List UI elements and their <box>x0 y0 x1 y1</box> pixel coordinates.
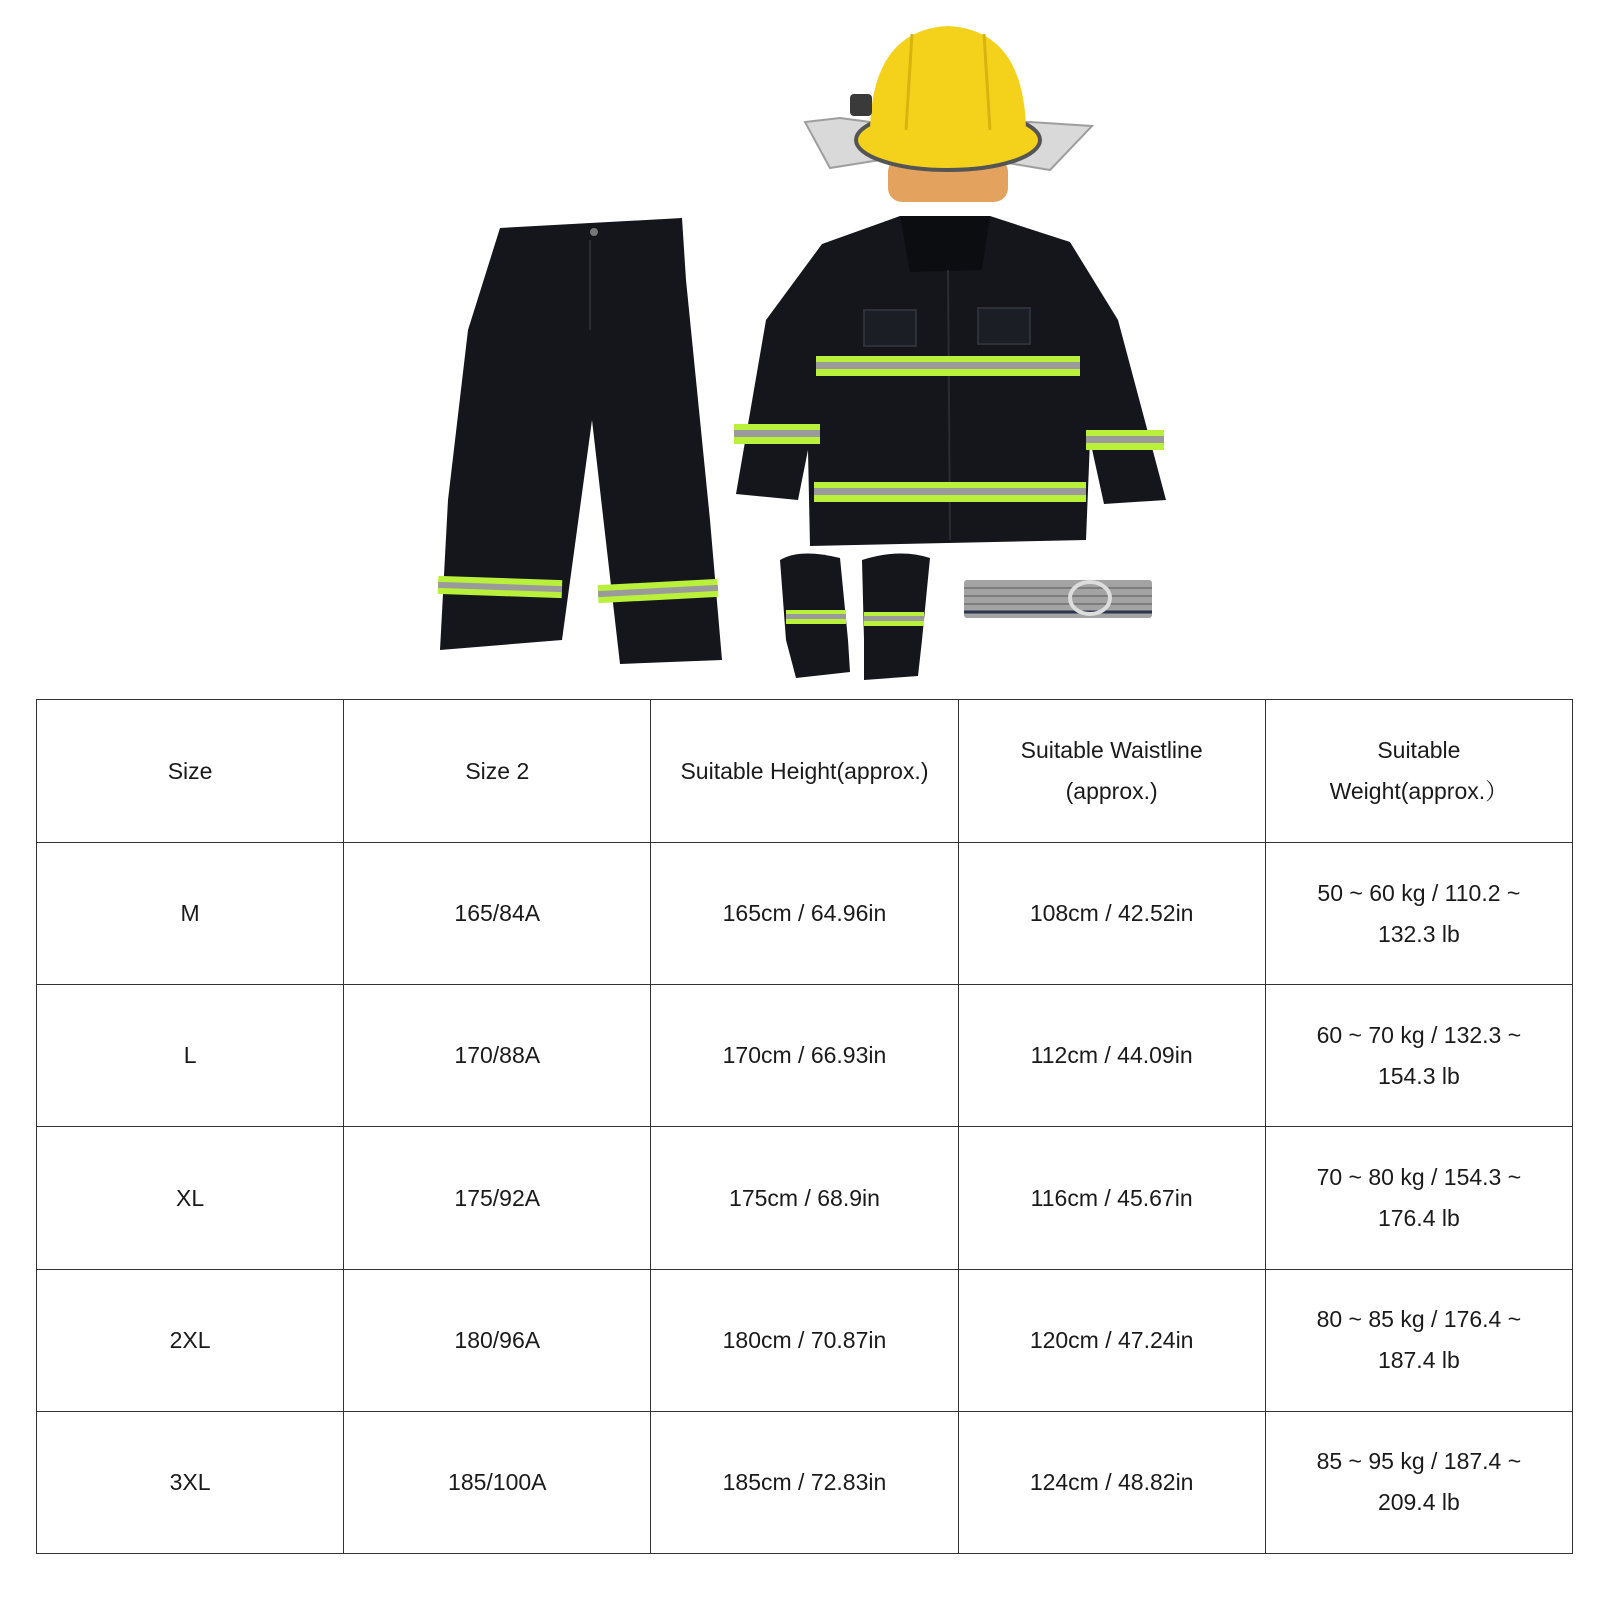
cell-size: 3XL <box>37 1411 344 1553</box>
cell-height: 185cm / 72.83in <box>651 1411 958 1553</box>
cell-size: 2XL <box>37 1269 344 1411</box>
cell-size: L <box>37 985 344 1127</box>
cell-waistline: 120cm / 47.24in <box>958 1269 1265 1411</box>
cell-weight: 60 ~ 70 kg / 132.3 ~ 154.3 lb <box>1265 985 1572 1127</box>
cell-weight: 50 ~ 60 kg / 110.2 ~ 132.3 lb <box>1265 843 1572 985</box>
cell-waistline: 124cm / 48.82in <box>958 1411 1265 1553</box>
table-row <box>37 1411 1573 1553</box>
cell-size: M <box>37 843 344 985</box>
cell-weight: 85 ~ 95 kg / 187.4 ~ 209.4 lb <box>1265 1411 1572 1553</box>
cell-size-2: 180/96A <box>344 1269 651 1411</box>
belt-icon <box>964 580 1152 618</box>
header-size: Size <box>37 700 344 843</box>
cell-height: 165cm / 64.96in <box>651 843 958 985</box>
jacket-icon <box>734 216 1166 546</box>
cell-waistline: 108cm / 42.52in <box>958 843 1265 985</box>
table-row <box>37 843 1573 985</box>
table-row <box>37 1269 1573 1411</box>
cell-size-2: 170/88A <box>344 985 651 1127</box>
header-height: Suitable Height(approx.) <box>651 700 958 843</box>
size-chart-table <box>36 699 1573 1554</box>
helmet-icon <box>805 26 1092 202</box>
product-photo <box>0 0 1601 700</box>
cell-waistline: 116cm / 45.67in <box>958 1127 1265 1269</box>
cell-height: 180cm / 70.87in <box>651 1269 958 1411</box>
cell-height: 175cm / 68.9in <box>651 1127 958 1269</box>
cell-size-2: 165/84A <box>344 843 651 985</box>
cell-weight: 70 ~ 80 kg / 154.3 ~ 176.4 lb <box>1265 1127 1572 1269</box>
trousers-icon <box>438 218 722 664</box>
header-weight: Suitable Weight(approx.） <box>1265 700 1572 843</box>
cell-size-2: 175/92A <box>344 1127 651 1269</box>
table-header-row <box>37 700 1573 843</box>
cell-height: 170cm / 66.93in <box>651 985 958 1127</box>
header-waistline: Suitable Waistline (approx.) <box>958 700 1265 843</box>
gloves-icon <box>780 553 930 680</box>
table-row <box>37 1127 1573 1269</box>
cell-size-2: 185/100A <box>344 1411 651 1553</box>
cell-weight: 80 ~ 85 kg / 176.4 ~ 187.4 lb <box>1265 1269 1572 1411</box>
cell-size: XL <box>37 1127 344 1269</box>
table-row <box>37 985 1573 1127</box>
cell-waistline: 112cm / 44.09in <box>958 985 1265 1127</box>
header-size-2: Size 2 <box>344 700 651 843</box>
